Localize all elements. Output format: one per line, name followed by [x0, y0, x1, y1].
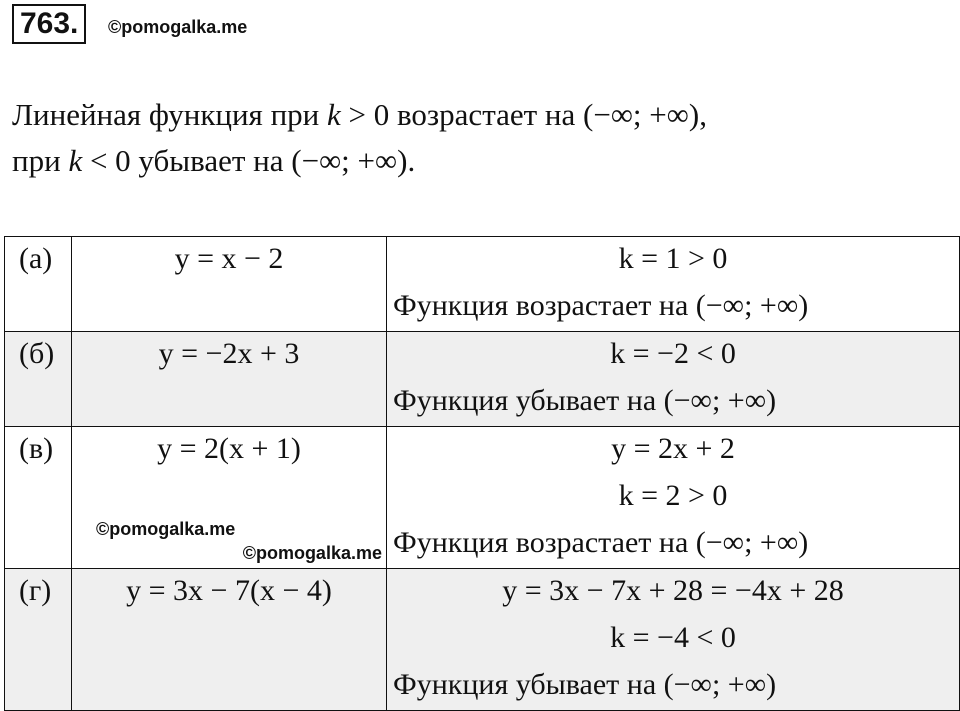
solution-cell	[387, 427, 960, 569]
watermark: ©pomogalka.me	[96, 519, 236, 539]
row-label: (г)	[19, 574, 52, 607]
row-label-cell	[5, 569, 72, 711]
function-cell	[72, 332, 387, 427]
solution-line: k = −4 < 0	[610, 621, 736, 654]
table-row	[5, 237, 960, 332]
row-label: (в)	[19, 432, 54, 465]
function-formula: y = x − 2	[174, 242, 284, 275]
row-label: (а)	[19, 242, 53, 275]
row-label-cell	[5, 332, 72, 427]
solution-line: y = 2x + 2	[611, 432, 735, 465]
variable-k: k	[327, 97, 341, 132]
intro-text	[12, 92, 707, 184]
intro-text-part: при	[12, 143, 69, 178]
solution-line: k = 2 > 0	[618, 479, 728, 512]
intro-text-part: < 0 убывает на (−∞; +∞).	[82, 143, 416, 178]
table-row	[5, 332, 960, 427]
conclusion-text: Функция возрастает на (−∞; +∞)	[393, 526, 809, 559]
solution-line: k = 1 > 0	[618, 242, 728, 275]
problem-number: 763.	[12, 4, 86, 44]
row-label-cell	[5, 237, 72, 332]
function-cell	[72, 427, 387, 569]
conclusion-text: Функция убывает на (−∞; +∞)	[393, 384, 777, 417]
variable-k: k	[68, 143, 83, 178]
watermark: ©pomogalka.me	[242, 543, 382, 563]
intro-text-part: > 0 возрастает на (−∞; +∞),	[340, 97, 707, 132]
function-cell	[72, 237, 387, 332]
intro-line-2	[12, 138, 707, 184]
solution-table	[4, 236, 960, 711]
function-formula: y = 3x − 7(x − 4)	[126, 574, 332, 607]
row-label-cell	[5, 427, 72, 569]
function-cell	[72, 569, 387, 711]
table-row	[5, 569, 960, 711]
row-label: (б)	[19, 337, 55, 370]
watermark: ©pomogalka.me	[108, 17, 248, 37]
solution-cell	[387, 237, 960, 332]
solution-line: k = −2 < 0	[610, 337, 736, 370]
conclusion-text: Функция убывает на (−∞; +∞)	[393, 668, 777, 701]
solution-cell	[387, 569, 960, 711]
table-row	[5, 427, 960, 569]
function-formula: y = −2x + 3	[158, 337, 300, 370]
conclusion-text: Функция возрастает на (−∞; +∞)	[393, 289, 809, 322]
solution-cell	[387, 332, 960, 427]
intro-text-part: Линейная функция при	[12, 97, 327, 132]
intro-line-1	[12, 92, 707, 138]
function-formula: y = 2(x + 1)	[157, 432, 301, 465]
solution-line: y = 3x − 7x + 28 = −4x + 28	[502, 574, 844, 607]
